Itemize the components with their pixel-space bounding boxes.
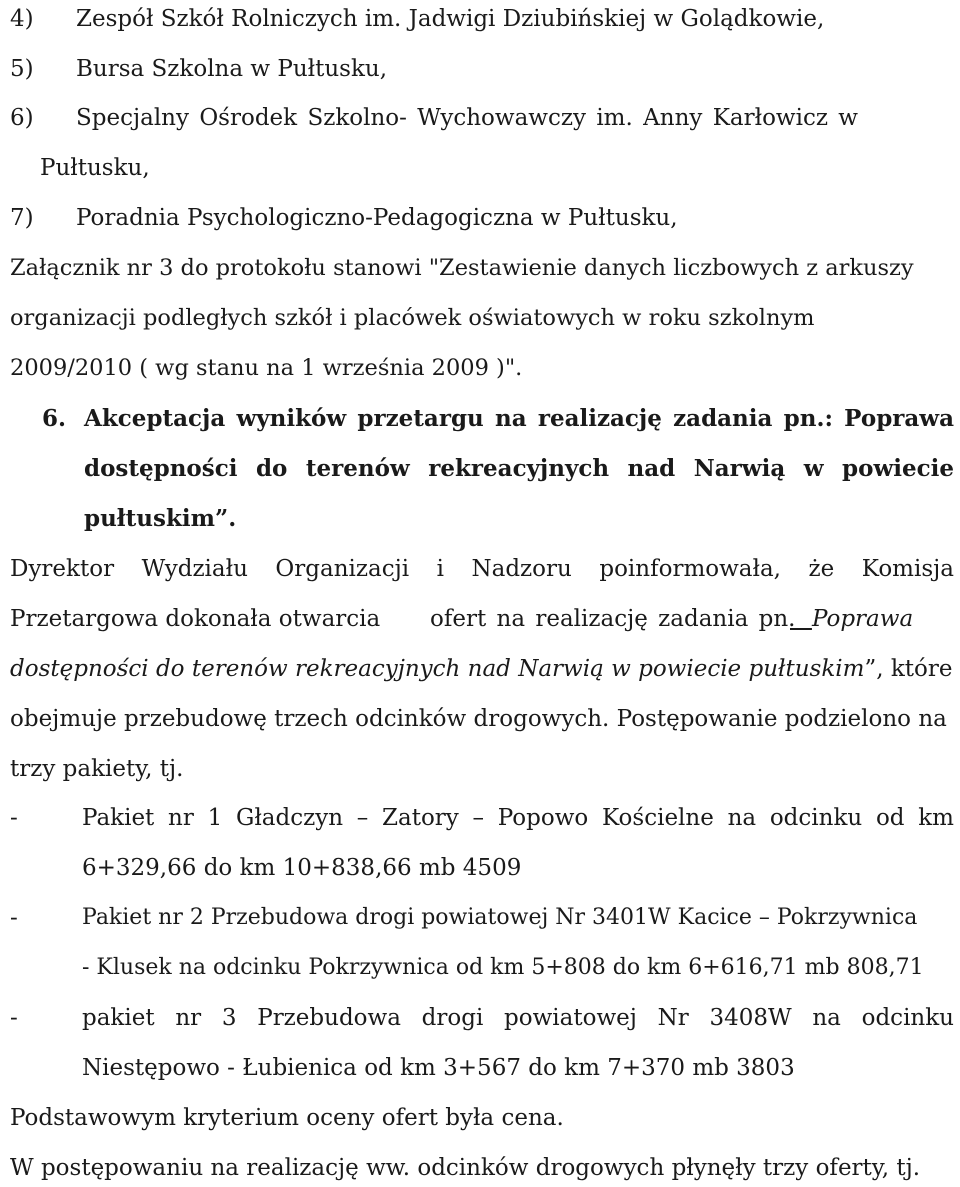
attachment-line: organizacji podległych szkół i placówek oświatowych w roku szkolnym	[10, 305, 815, 331]
body-text: ”, które	[864, 656, 953, 682]
package-line: pakiet nr 3 Przebudowa drogi powiatowej Nr 3408W na odcinku	[82, 1005, 954, 1031]
italic-title-start: Poprawa	[811, 606, 914, 632]
body-italic-title	[790, 604, 913, 634]
section-heading-line: Akceptacja wyników przetargu na realizację zadania pn.: Poprawa	[84, 405, 954, 432]
package-line: Niestępowo - Łubienica od km 3+567 do km 7+370 mb 3803	[82, 1055, 795, 1081]
package-line: - Klusek na odcinku Pokrzywnica od km 5+808 do km 6+616,71 mb 808,71	[82, 955, 924, 980]
body-line: obejmuje przebudowę trzech odcinków drogowych. Postępowanie podzielono na	[10, 706, 947, 732]
italic-title: dostępności do terenów rekreacyjnych nad Narwią w powiecie pułtuskim	[10, 656, 865, 682]
list-item-continuation: Pułtusku,	[40, 155, 150, 181]
attachment-line: Załącznik nr 3 do protokołu stanowi "Zestawienie danych liczbowych z arkuszy	[10, 255, 914, 281]
package-line: Pakiet nr 1 Gładczyn – Zatory – Popowo Kościelne na odcinku od km	[82, 805, 954, 831]
package-line: 6+329,66 do km 10+838,66 mb 4509	[82, 855, 522, 881]
section-heading-line: pułtuskim”.	[84, 505, 237, 532]
list-number: 4)	[10, 6, 34, 32]
body-line: trzy pakiety, tj.	[10, 756, 184, 782]
package-dash: -	[10, 805, 18, 831]
package-line: Pakiet nr 2 Przebudowa drogi powiatowej Nr 3401W Kacice – Pokrzywnica	[82, 905, 918, 930]
package-dash: -	[10, 1005, 18, 1031]
body-line	[10, 654, 952, 684]
attachment-line: 2009/2010 ( wg stanu na 1 września 2009 )".	[10, 355, 523, 381]
list-item: Poradnia Psychologiczno-Pedagogiczna w Pułtusku,	[76, 205, 678, 231]
section-number: 6.	[42, 405, 67, 432]
closing-line: Podstawowym kryterium oceny ofert była cena.	[10, 1105, 564, 1131]
list-number: 6)	[10, 105, 34, 131]
body-line-part: Przetargowa dokonała otwarcia	[10, 606, 381, 632]
list-item: Bursa Szkolna w Pułtusku,	[76, 56, 388, 82]
list-item: Zespół Szkół Rolniczych im. Jadwigi Dziubińskiej w Golądkowie,	[76, 6, 825, 32]
body-line: Dyrektor Wydziału Organizacji i Nadzoru poinformowała, że Komisja	[10, 556, 954, 582]
package-dash: -	[10, 905, 18, 931]
list-number: 5)	[10, 56, 34, 82]
list-item: Specjalny Ośrodek Szkolno- Wychowawczy im. Anny Karłowicz w	[76, 105, 858, 131]
list-number: 7)	[10, 205, 34, 231]
underline-gap	[790, 606, 812, 632]
closing-line: W postępowaniu na realizację ww. odcinków drogowych płynęły trzy oferty, tj.	[10, 1155, 921, 1181]
section-heading-line: dostępności do terenów rekreacyjnych nad Narwią w powiecie	[84, 455, 954, 482]
body-line-part: ofert na realizację zadania pn.	[430, 606, 796, 632]
